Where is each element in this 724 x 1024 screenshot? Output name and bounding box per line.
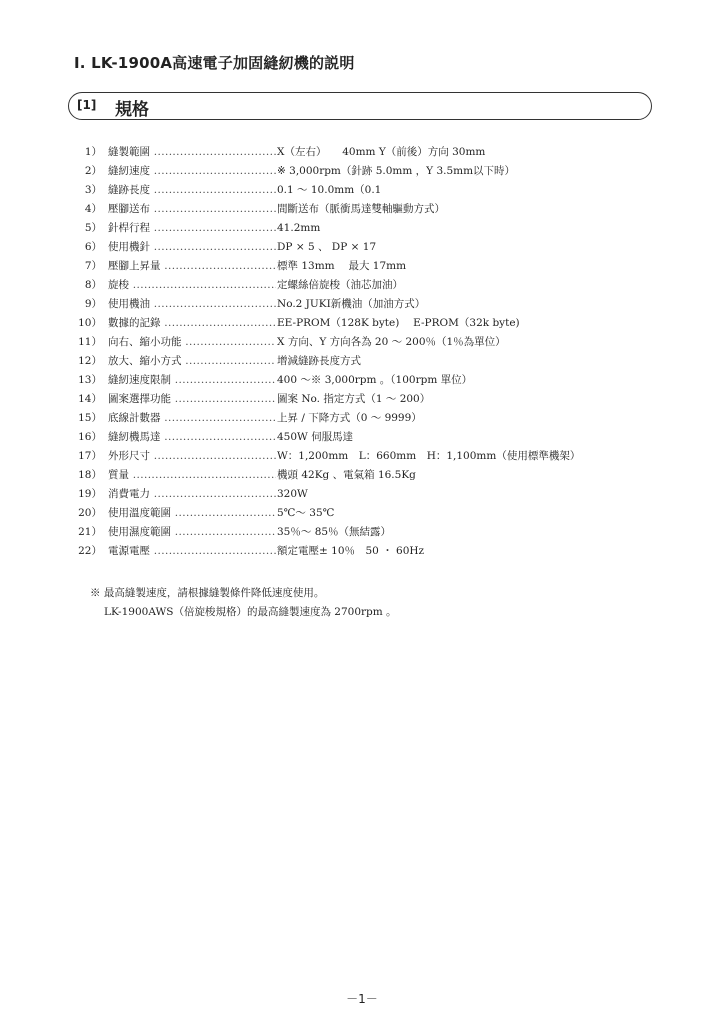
spec-value: 機頭 42Kg 、電氣箱 16.5Kg xyxy=(276,466,416,485)
spec-value: 額定電壓± 10％ 50 ・ 60Hz xyxy=(276,542,424,561)
spec-label: 數據的記錄 ..... xyxy=(108,314,276,333)
spec-label: 使用溫度範圍 ..... xyxy=(108,504,276,523)
spec-value: 間斷送布（脈衝馬達雙軸驅動方式） xyxy=(276,200,445,219)
spec-number: 1） xyxy=(84,146,102,158)
spec-value: 450W 伺服馬達 xyxy=(276,428,353,447)
spec-row xyxy=(78,409,638,428)
spec-label: 縫紉機馬達 ..... xyxy=(108,428,276,447)
spec-row xyxy=(78,219,638,238)
page-number: －1－ xyxy=(346,992,378,1006)
spec-row xyxy=(78,314,638,333)
spec-row xyxy=(78,238,638,257)
spec-number: 18） xyxy=(78,469,102,481)
spec-label: 使用機油 ..... xyxy=(108,295,276,314)
spec-number: 13） xyxy=(78,374,102,386)
spec-label: 壓腳上昇量 ..... xyxy=(108,257,276,276)
spec-row xyxy=(78,143,638,162)
spec-label: 電源電壓 ..... xyxy=(108,542,276,561)
spec-row xyxy=(78,485,638,504)
spec-label: 使用濕度範圍 ..... xyxy=(108,523,276,542)
spec-value: 35％～ 85％（無結露） xyxy=(276,523,391,542)
spec-number: 3） xyxy=(84,184,102,196)
spec-number: 12） xyxy=(78,355,102,367)
spec-row xyxy=(78,257,638,276)
spec-row xyxy=(78,371,638,390)
spec-label: 使用機針 ..... xyxy=(108,238,276,257)
spec-value: 400 ～※ 3,000rpm 。（100rpm 單位） xyxy=(276,371,472,390)
spec-row xyxy=(78,333,638,352)
spec-label: 放大、縮小方式 ..... xyxy=(108,352,276,371)
spec-value: DP × 5 、 DP × 17 xyxy=(276,238,376,257)
spec-number: 16） xyxy=(78,431,102,443)
spec-row xyxy=(78,162,638,181)
spec-label: 質量 ..... xyxy=(108,466,276,485)
spec-number: 8） xyxy=(84,279,102,291)
spec-number: 6） xyxy=(84,241,102,253)
spec-value: No.2 JUKI新機油（加油方式） xyxy=(276,295,425,314)
spec-label: 縫紉速度限制 ..... xyxy=(108,371,276,390)
spec-row xyxy=(78,447,638,466)
section-title: 規格 xyxy=(115,100,149,120)
chapter-title: Ⅰ. LK-1900A高速電子加固縫紉機的説明 xyxy=(74,54,355,72)
footnote-line-1: ※ 最高縫製速度，請根據縫製條件降低速度使用。 xyxy=(90,587,325,599)
spec-number: 20） xyxy=(78,507,102,519)
spec-number: 10） xyxy=(78,317,102,329)
spec-value: 定螺絲倍旋梭（油芯加油） xyxy=(276,276,403,295)
spec-row xyxy=(78,181,638,200)
spec-label: 壓腳送布 ..... xyxy=(108,200,276,219)
spec-row xyxy=(78,504,638,523)
spec-row xyxy=(78,295,638,314)
spec-label: 底線計數器 ..... xyxy=(108,409,276,428)
spec-row xyxy=(78,352,638,371)
spec-label: 縫跡長度 ..... xyxy=(108,181,276,200)
spec-number: 19） xyxy=(78,488,102,500)
section-number: [1] xyxy=(77,98,97,112)
spec-label: 外形尺寸 ..... xyxy=(108,447,276,466)
spec-number: 7） xyxy=(84,260,102,272)
spec-row xyxy=(78,276,638,295)
spec-value: 5℃～ 35℃ xyxy=(276,504,334,523)
spec-number: 9） xyxy=(84,298,102,310)
spec-value: W：1,200mm L：660mm H：1,100mm（使用標準機架） xyxy=(276,447,580,466)
spec-number: 5） xyxy=(84,222,102,234)
spec-value: X（左右） 40mm Y（前後）方向 30mm xyxy=(276,143,485,162)
spec-label: 旋梭 ..... xyxy=(108,276,276,295)
spec-row xyxy=(78,428,638,447)
spec-row xyxy=(78,390,638,409)
spec-row xyxy=(78,466,638,485)
spec-number: 17） xyxy=(78,450,102,462)
footnote xyxy=(90,584,397,622)
spec-value: 0.1 ～ 10.0mm（0.1 xyxy=(276,181,381,200)
spec-number: 22） xyxy=(78,545,102,557)
spec-number: 4） xyxy=(84,203,102,215)
spec-value: ※ 3,000rpm（針跡 5.0mm ，Y 3.5mm以下時） xyxy=(276,162,515,181)
spec-value: EE-PROM（128K byte) E-PROM（32k byte) xyxy=(276,314,520,333)
spec-row xyxy=(78,200,638,219)
footnote-line-2: LK-1900AWS（倍旋梭規格）的最高縫製速度為 2700rpm 。 xyxy=(104,606,397,618)
spec-row xyxy=(78,542,638,561)
spec-label: 向右、縮小功能 ..... xyxy=(108,333,276,352)
section-header xyxy=(68,92,652,120)
spec-label: 針桿行程 ..... xyxy=(108,219,276,238)
spec-number: 15） xyxy=(78,412,102,424)
spec-number: 11） xyxy=(78,336,102,348)
spec-value: X 方向、Y 方向各為 20 ～ 200％（1％為單位） xyxy=(276,333,506,352)
spec-row xyxy=(78,523,638,542)
spec-number: 2） xyxy=(84,165,102,177)
spec-value: 320W xyxy=(276,485,308,504)
spec-value: 41.2mm xyxy=(276,219,320,238)
spec-value: 標準 13mm 最大 17mm xyxy=(276,257,406,276)
spec-number: 14） xyxy=(78,393,102,405)
spec-value: 圖案 No. 指定方式（1 ～ 200） xyxy=(276,390,430,409)
spec-value: 上昇 / 下降方式（0 ～ 9999） xyxy=(276,409,422,428)
spec-label: 縫製範圍 ..... xyxy=(108,143,276,162)
spec-label: 圖案選擇功能 ..... xyxy=(108,390,276,409)
spec-number: 21） xyxy=(78,526,102,538)
spec-list xyxy=(78,143,638,561)
spec-label: 縫紉速度 ..... xyxy=(108,162,276,181)
spec-label: 消費電力 ..... xyxy=(108,485,276,504)
spec-value: 增減縫跡長度方式 xyxy=(276,352,361,371)
